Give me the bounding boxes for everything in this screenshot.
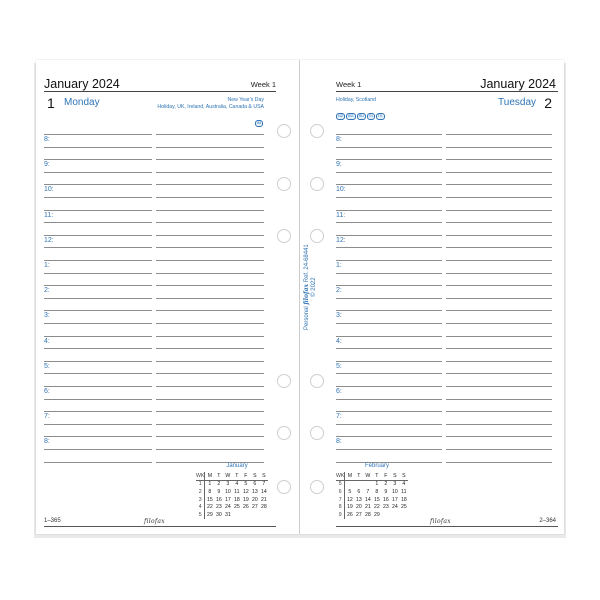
binder-hole xyxy=(277,480,291,494)
left-cal-cell: 23 xyxy=(215,504,222,511)
left-cal-cell xyxy=(241,511,250,519)
right-cal-cell: 13 xyxy=(355,496,362,503)
left-hour-label: 9: xyxy=(44,161,50,169)
left-badge: IM xyxy=(256,121,261,125)
left-cal-cell: 11 xyxy=(234,488,240,495)
right-cal-cell xyxy=(345,480,355,488)
right-badge: NZ xyxy=(338,114,344,118)
left-write-line xyxy=(156,310,264,311)
right-hour-label: 5: xyxy=(336,362,342,370)
right-write-line xyxy=(336,222,442,223)
right-hour-label: 6: xyxy=(336,388,342,395)
left-write-line xyxy=(156,285,264,286)
right-cal-header-cell: S xyxy=(399,472,408,480)
right-write-line xyxy=(336,147,442,148)
left-cal-cell: 28 xyxy=(260,504,267,511)
right-write-line xyxy=(446,222,552,223)
right-cal-cell: 22 xyxy=(373,504,380,511)
left-write-line xyxy=(44,235,152,236)
left-cal-cell: 16 xyxy=(215,496,222,503)
left-cal-cell: 3 xyxy=(196,496,205,504)
right-write-line xyxy=(446,298,552,299)
right-write-line xyxy=(446,134,552,135)
right-write-line xyxy=(336,184,442,185)
right-cal-cell: 5 xyxy=(336,480,345,488)
left-write-line xyxy=(156,449,264,450)
left-cal-cell: 4 xyxy=(235,481,239,488)
right-write-line xyxy=(336,273,442,274)
spine-size: Personal xyxy=(304,306,310,330)
right-hour-label: 9: xyxy=(336,161,342,169)
right-cal-header-cell: F xyxy=(381,472,390,480)
left-write-line xyxy=(44,361,152,362)
left-page xyxy=(36,60,300,534)
left-write-line xyxy=(156,436,264,437)
left-write-line xyxy=(156,197,264,198)
left-write-line xyxy=(44,310,152,311)
left-write-line xyxy=(156,134,264,135)
right-write-line xyxy=(336,373,442,374)
left-write-line xyxy=(44,134,152,135)
left-holiday-badges xyxy=(255,111,264,129)
right-write-line xyxy=(336,348,442,349)
left-write-line xyxy=(44,285,152,286)
right-badge: SI xyxy=(369,114,373,118)
left-hour-label: 12: xyxy=(44,236,54,244)
right-hour-label: 8: xyxy=(336,438,342,446)
right-write-line xyxy=(446,235,552,236)
right-write-line xyxy=(336,285,442,286)
right-write-line xyxy=(336,436,442,437)
right-write-line xyxy=(336,361,442,362)
right-holiday-name: Holiday, Scotland xyxy=(336,97,376,103)
left-write-line xyxy=(156,373,264,374)
right-cal-cell: 25 xyxy=(400,504,407,511)
left-write-line xyxy=(156,222,264,223)
right-write-line xyxy=(336,247,442,248)
right-badge: BG xyxy=(348,114,354,118)
left-cal-cell: 1 xyxy=(208,481,212,488)
right-page-number: 2–364 xyxy=(539,518,556,524)
left-write-line xyxy=(156,336,264,337)
left-cal-cell: 21 xyxy=(260,496,267,503)
left-hour-label: 8: xyxy=(44,438,50,446)
right-write-line xyxy=(446,260,552,261)
right-write-line xyxy=(336,424,442,425)
left-cal-cell: 18 xyxy=(233,496,240,503)
right-write-line xyxy=(446,159,552,160)
left-hour-label: 2: xyxy=(44,287,50,295)
right-write-line xyxy=(446,323,552,324)
left-week-label: Week 1 xyxy=(250,80,276,89)
spine-copyright: © 2022 xyxy=(311,277,317,297)
left-write-line xyxy=(156,411,264,412)
right-write-line xyxy=(446,373,552,374)
left-write-line xyxy=(44,323,152,324)
left-cal-cell: 14 xyxy=(260,488,267,495)
right-cal-cell: 28 xyxy=(364,511,371,518)
right-cal-cell: 12 xyxy=(346,496,353,503)
right-cal-cell: 15 xyxy=(373,496,380,503)
left-cal-cell: 22 xyxy=(206,504,213,511)
left-write-line xyxy=(156,386,264,387)
left-cal-header-cell: S xyxy=(250,472,259,480)
right-write-line xyxy=(336,399,442,400)
left-write-line xyxy=(156,348,264,349)
binder-hole xyxy=(277,229,291,243)
binder-hole xyxy=(310,177,324,191)
left-hour-label: 6: xyxy=(44,388,50,395)
left-cal-cell: 27 xyxy=(251,504,258,511)
right-badge: TK xyxy=(377,114,383,118)
left-hour-label: 7: xyxy=(44,413,50,421)
binder-hole xyxy=(310,124,324,138)
right-write-line xyxy=(446,184,552,185)
right-write-line xyxy=(446,210,552,211)
left-write-line xyxy=(44,159,152,160)
left-cal-cell: 25 xyxy=(233,504,240,511)
left-cal-cell: 20 xyxy=(251,496,258,503)
right-cal-cell: 19 xyxy=(346,504,353,511)
right-cal-header-cell: T xyxy=(372,472,381,480)
left-write-line xyxy=(44,348,152,349)
right-hour-label: 10: xyxy=(336,186,346,194)
right-cal-cell: 27 xyxy=(355,511,362,518)
left-write-line xyxy=(44,449,152,450)
right-cal-cell: 7 xyxy=(336,496,345,504)
left-cal-cell: 30 xyxy=(215,511,222,518)
right-cal-cell: 29 xyxy=(373,511,380,518)
left-write-line xyxy=(156,184,264,185)
left-write-line xyxy=(44,462,152,463)
right-cal-header-cell: M xyxy=(345,472,355,480)
right-write-line xyxy=(336,298,442,299)
left-write-line xyxy=(44,147,152,148)
right-badge: RU xyxy=(358,114,365,118)
right-write-line xyxy=(336,172,442,173)
left-cal-header-cell: T xyxy=(232,472,241,480)
left-write-line xyxy=(44,273,152,274)
left-cal-cell: 10 xyxy=(224,488,231,495)
right-cal-cell: 9 xyxy=(336,511,345,519)
left-write-line xyxy=(44,424,152,425)
binder-hole xyxy=(310,426,324,440)
right-write-line xyxy=(336,134,442,135)
right-hour-label: 7: xyxy=(336,413,342,421)
left-write-line xyxy=(156,260,264,261)
left-cal-header-cell: WK xyxy=(196,472,205,479)
right-cal-cell: 23 xyxy=(382,504,389,511)
left-cal-cell: 4 xyxy=(196,503,205,511)
left-cal-cell: 12 xyxy=(242,488,249,495)
right-logo: filofax xyxy=(430,518,451,525)
right-mini-calendar xyxy=(336,472,408,519)
left-cal-cell: 7 xyxy=(262,481,266,488)
left-write-line xyxy=(44,373,152,374)
right-footer-rule xyxy=(336,526,558,527)
left-write-line xyxy=(44,411,152,412)
right-write-line xyxy=(446,424,552,425)
right-cal-cell xyxy=(381,511,390,519)
left-cal-cell: 15 xyxy=(206,496,213,503)
right-write-line xyxy=(446,462,552,463)
binder-hole xyxy=(277,177,291,191)
left-write-line xyxy=(44,247,152,248)
right-cal-cell: 18 xyxy=(400,496,407,503)
right-cal-cell xyxy=(363,480,372,488)
left-page-number: 1–365 xyxy=(44,518,61,524)
left-cal-cell: 9 xyxy=(217,488,221,495)
right-cal-cell: 21 xyxy=(364,504,371,511)
right-cal-cell: 16 xyxy=(382,496,389,503)
left-write-line xyxy=(44,260,152,261)
spine-text xyxy=(303,244,318,330)
right-cal-cell: 6 xyxy=(336,488,345,496)
left-holiday-note: Holiday, UK, Ireland, Australia, Canada & USA xyxy=(157,104,264,110)
left-hour-label: 10: xyxy=(44,186,54,194)
left-write-line xyxy=(44,399,152,400)
spine-brand: filofax xyxy=(303,283,310,305)
right-cal-cell: 20 xyxy=(355,504,362,511)
left-hour-label: 11: xyxy=(44,211,54,219)
left-cal-cell: 5 xyxy=(196,511,205,519)
left-write-line xyxy=(156,424,264,425)
left-hour-label: 8: xyxy=(44,136,50,143)
right-cal-header-cell: W xyxy=(363,472,372,480)
right-cal-cell: 7 xyxy=(366,488,370,495)
left-cal-header-cell: F xyxy=(241,472,250,480)
left-logo: filofax xyxy=(144,518,165,525)
left-header-rule xyxy=(44,91,276,92)
right-write-line xyxy=(446,172,552,173)
spine-ref: Ref. 24-68441 xyxy=(304,244,310,283)
binder-hole xyxy=(277,426,291,440)
left-cal-cell: 24 xyxy=(224,504,231,511)
right-write-line xyxy=(446,348,552,349)
left-write-line xyxy=(44,336,152,337)
left-mini-calendar-title: January xyxy=(226,463,248,469)
right-cal-cell: 26 xyxy=(346,511,353,518)
right-write-line xyxy=(446,273,552,274)
right-write-line xyxy=(446,361,552,362)
right-write-line xyxy=(446,247,552,248)
right-write-line xyxy=(336,386,442,387)
right-cal-cell: 5 xyxy=(348,488,352,495)
right-write-line xyxy=(446,411,552,412)
binder-hole xyxy=(310,229,324,243)
right-cal-cell xyxy=(399,511,408,519)
left-cal-cell xyxy=(232,511,241,519)
left-cal-cell: 6 xyxy=(253,481,257,488)
left-write-line xyxy=(156,298,264,299)
left-hour-label: 1: xyxy=(44,262,50,269)
left-cal-header-cell: M xyxy=(205,472,215,480)
right-write-line xyxy=(446,285,552,286)
left-cal-header-cell: W xyxy=(223,472,232,480)
right-hour-label: 3: xyxy=(336,312,342,320)
right-month-year: January 2024 xyxy=(480,77,556,91)
right-holiday-badges xyxy=(336,104,386,122)
right-cal-cell: 6 xyxy=(357,488,361,495)
right-cal-cell: 11 xyxy=(401,488,407,495)
left-cal-cell: 5 xyxy=(244,481,248,488)
right-cal-cell: 17 xyxy=(391,496,398,503)
left-cal-cell xyxy=(250,511,259,519)
left-hour-label: 4: xyxy=(44,337,50,345)
left-hour-label: 5: xyxy=(44,362,50,370)
binder-hole xyxy=(310,480,324,494)
right-write-line xyxy=(446,386,552,387)
left-cal-cell: 3 xyxy=(226,481,230,488)
right-hour-label: 1: xyxy=(336,262,342,269)
right-write-line xyxy=(336,449,442,450)
right-cal-cell: 2 xyxy=(384,481,388,488)
right-write-line xyxy=(336,310,442,311)
left-cal-header-cell: S xyxy=(259,472,268,480)
left-write-line xyxy=(156,361,264,362)
left-write-line xyxy=(156,235,264,236)
left-write-line xyxy=(44,172,152,173)
left-write-line xyxy=(44,298,152,299)
right-day-name: Tuesday xyxy=(498,97,536,108)
right-write-line xyxy=(336,336,442,337)
left-write-line xyxy=(44,210,152,211)
left-day-number: 1 xyxy=(47,95,55,111)
right-cal-cell: 8 xyxy=(375,488,379,495)
left-write-line xyxy=(156,147,264,148)
left-cal-cell: 31 xyxy=(224,511,231,518)
right-write-line xyxy=(336,260,442,261)
right-cal-cell: 1 xyxy=(375,481,379,488)
left-write-line xyxy=(44,222,152,223)
right-hour-label: 2: xyxy=(336,287,342,295)
left-write-line xyxy=(44,436,152,437)
right-hour-label: 12: xyxy=(336,236,346,244)
left-footer-rule xyxy=(44,526,276,527)
right-week-label: Week 1 xyxy=(336,80,362,89)
right-write-line xyxy=(336,159,442,160)
right-hour-label: 4: xyxy=(336,337,342,345)
left-write-line xyxy=(156,273,264,274)
right-write-line xyxy=(336,323,442,324)
left-hour-label: 3: xyxy=(44,312,50,320)
binder-hole xyxy=(277,124,291,138)
left-write-line xyxy=(44,197,152,198)
right-write-line xyxy=(446,147,552,148)
right-write-line xyxy=(446,197,552,198)
left-write-line xyxy=(156,323,264,324)
right-cal-cell: 3 xyxy=(393,481,397,488)
left-holiday-name: New Year's Day xyxy=(227,97,264,103)
right-page xyxy=(300,60,564,534)
left-write-line xyxy=(156,399,264,400)
right-cal-cell: 4 xyxy=(402,481,406,488)
left-write-line xyxy=(156,159,264,160)
right-mini-calendar-title: February xyxy=(364,463,389,469)
left-cal-cell xyxy=(259,511,268,519)
left-write-line xyxy=(156,210,264,211)
left-cal-cell: 19 xyxy=(242,496,249,503)
left-month-year: January 2024 xyxy=(44,77,120,91)
left-cal-cell: 2 xyxy=(217,481,221,488)
left-cal-cell: 17 xyxy=(224,496,231,503)
binder-hole xyxy=(277,374,291,388)
right-hour-label: 8: xyxy=(336,136,342,143)
left-cal-cell: 13 xyxy=(251,488,258,495)
right-cal-header-cell: S xyxy=(390,472,399,480)
right-write-line xyxy=(336,197,442,198)
left-cal-cell: 2 xyxy=(196,488,205,496)
right-cal-cell: 8 xyxy=(336,503,345,511)
right-write-line xyxy=(336,411,442,412)
right-cal-cell: 14 xyxy=(364,496,371,503)
right-write-line xyxy=(446,449,552,450)
right-write-line xyxy=(336,235,442,236)
left-write-line xyxy=(44,386,152,387)
left-cal-cell: 26 xyxy=(242,504,249,511)
left-cal-cell: 1 xyxy=(196,480,205,488)
right-cal-cell: 24 xyxy=(391,504,398,511)
right-cal-cell xyxy=(390,511,399,519)
right-hour-label: 11: xyxy=(336,211,346,219)
left-mini-calendar xyxy=(196,472,268,519)
right-cal-cell: 9 xyxy=(384,488,388,495)
right-cal-header-cell: WK xyxy=(336,472,345,479)
left-day-name: Monday xyxy=(64,97,100,108)
right-write-line xyxy=(446,310,552,311)
right-header-rule xyxy=(336,91,558,92)
right-write-line xyxy=(446,336,552,337)
right-day-number: 2 xyxy=(544,95,552,111)
right-write-line xyxy=(446,436,552,437)
left-cal-cell: 29 xyxy=(206,511,213,518)
right-cal-cell xyxy=(354,480,363,488)
left-write-line xyxy=(156,247,264,248)
right-write-line xyxy=(336,210,442,211)
right-write-line xyxy=(446,399,552,400)
right-cal-header-cell: T xyxy=(354,472,363,480)
left-cal-header-cell: T xyxy=(214,472,223,480)
left-write-line xyxy=(156,172,264,173)
right-cal-cell: 10 xyxy=(391,488,398,495)
binder-hole xyxy=(310,374,324,388)
left-write-line xyxy=(44,184,152,185)
left-cal-cell: 8 xyxy=(208,488,212,495)
